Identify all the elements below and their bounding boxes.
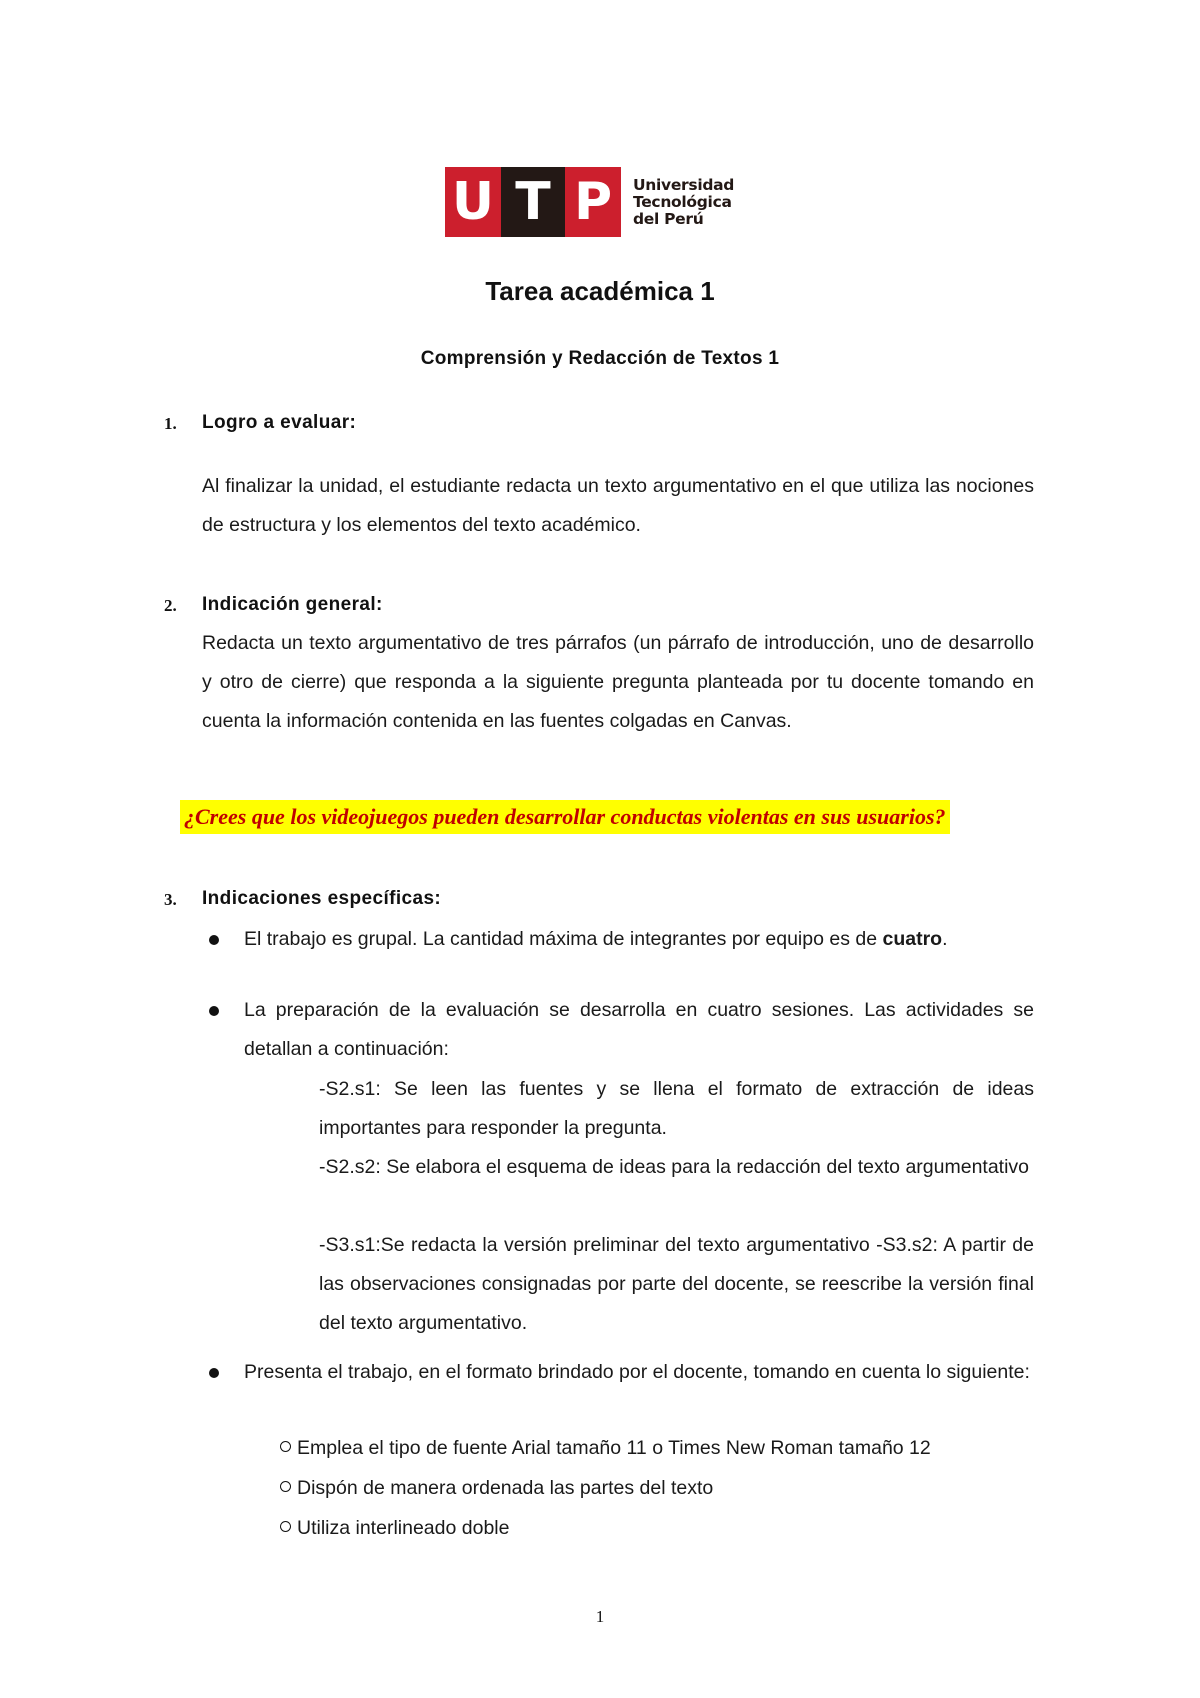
utp-logo bbox=[445, 167, 734, 237]
section-heading: Indicaciones específicas: bbox=[202, 888, 442, 909]
logo-letter-u: U bbox=[445, 167, 501, 237]
bullet-text-end: . bbox=[942, 928, 948, 950]
bullet-icon bbox=[209, 1006, 219, 1016]
circle-bullet-icon bbox=[280, 1481, 291, 1492]
page-number: 1 bbox=[595, 1607, 605, 1626]
bullet-icon bbox=[209, 1368, 219, 1378]
section-number: 3. bbox=[164, 890, 177, 909]
activity-item: -S2.s2: Se elabora el esquema de ideas para la redacción del texto argumentativo bbox=[319, 1156, 1030, 1178]
highlighted-question: ¿Crees que los videojuegos pueden desarrollar conductas violentas en sus usuarios? bbox=[180, 800, 950, 834]
section-heading: Indicación general: bbox=[202, 594, 383, 615]
sub-list-item-text: Dispón de manera ordenada las partes del texto bbox=[297, 1477, 714, 1499]
logo-text bbox=[633, 177, 734, 228]
sub-list-item-text: Emplea el tipo de fuente Arial tamaño 11 o Times New Roman tamaño 12 bbox=[297, 1437, 931, 1459]
sub-list-item bbox=[280, 1434, 931, 1462]
logo-mark bbox=[445, 167, 621, 237]
bullet-icon bbox=[209, 935, 219, 945]
activity-item: -S2.s1: Se leen las fuentes y se llena el formato de extracción de ideas importantes para responder la pregunta. bbox=[319, 1078, 1034, 1139]
circle-bullet-icon bbox=[280, 1521, 291, 1532]
bullet-item: La preparación de la evaluación se desarrolla en cuatro sesiones. Las actividades se detallan a continuación: bbox=[244, 999, 1034, 1060]
sub-list-item-text: Utiliza interlineado doble bbox=[297, 1517, 510, 1539]
section-paragraph: Redacta un texto argumentativo de tres párrafos (un párrafo de introducción, uno de desarrollo y otro de cierre) que responda a la siguiente pregunta planteada por tu docente tomando en cuenta la información contenida en las fuentes colgadas en Canvas. bbox=[202, 632, 1034, 732]
section-number: 2. bbox=[164, 596, 177, 615]
circle-bullet-icon bbox=[280, 1441, 291, 1452]
logo-text-line: Tecnológica bbox=[633, 192, 732, 211]
document-subtitle: Comprensión y Redacción de Textos 1 bbox=[420, 348, 780, 369]
bullet-bold-text: cuatro bbox=[882, 928, 943, 950]
document-title: Tarea académica 1 bbox=[485, 276, 715, 306]
logo-text-line: del Perú bbox=[633, 209, 704, 228]
section-number: 1. bbox=[164, 414, 177, 433]
activity-item: -S3.s1:Se redacta la versión preliminar del texto argumentativo -S3.s2: A partir de las observaciones consignadas por parte del docente, se reescribe la versión final del texto argumentativo. bbox=[319, 1234, 1034, 1334]
section-paragraph: Al finalizar la unidad, el estudiante redacta un texto argumentativo en el que utiliza las nociones de estructura y los elementos del texto académico. bbox=[202, 475, 1034, 536]
bullet-item: Presenta el trabajo, en el formato brindado por el docente, tomando en cuenta lo siguiente: bbox=[244, 1361, 1030, 1383]
logo-letter-p: P bbox=[565, 167, 621, 237]
logo-text-line: Universidad bbox=[633, 175, 735, 194]
section-heading: Logro a evaluar: bbox=[202, 412, 357, 433]
logo-letter-t: T bbox=[501, 167, 565, 237]
bullet-item bbox=[244, 924, 1034, 954]
bullet-text: El trabajo es grupal. La cantidad máxima de integrantes por equipo es de bbox=[244, 928, 883, 950]
sub-list-item bbox=[280, 1474, 713, 1502]
sub-list-item bbox=[280, 1514, 509, 1542]
